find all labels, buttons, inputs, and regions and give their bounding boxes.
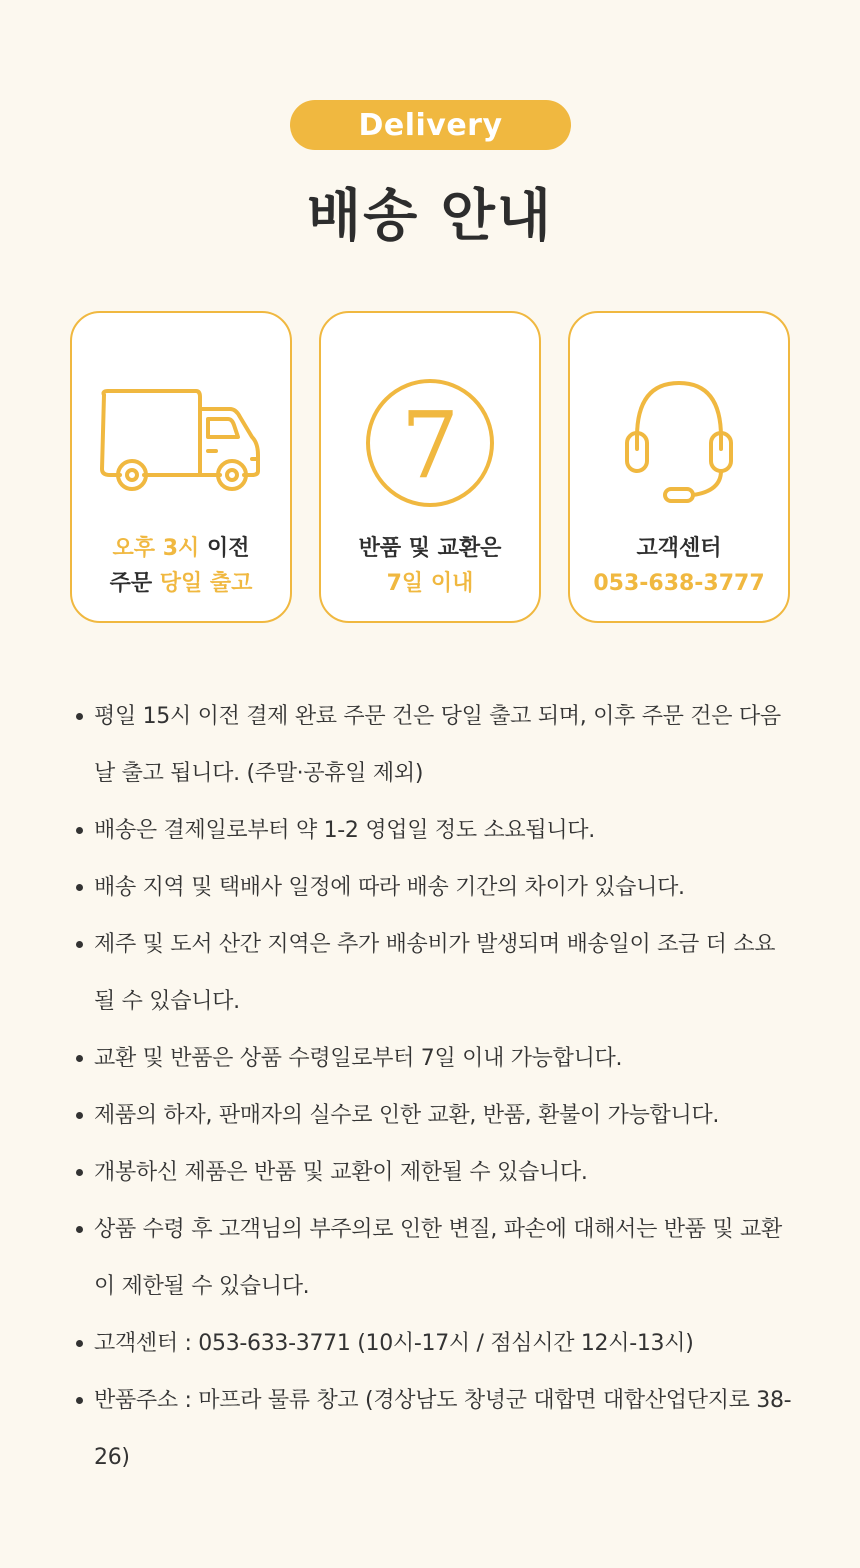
list-item: 평일 15시 이전 결제 완료 주문 건은 당일 출고 되며, 이후 주문 건은 다음날 출고 됩니다. (주말·공휴일 제외) [74,688,794,802]
seven-circle-icon [321,373,539,513]
caption-text: 고객센터 [636,536,722,561]
card-caption [72,531,290,601]
list-item: 고객센터 : 053-633-3771 (10시-17시 / 점심시간 12시-13시) [74,1315,794,1372]
caption-highlight: 당일 출고 [159,571,253,596]
delivery-badge: Delivery [290,100,571,150]
caption-text: 반품 및 교환은 [358,536,502,561]
truck-icon [72,373,290,513]
list-item: 제주 및 도서 산간 지역은 추가 배송비가 발생되며 배송일이 조금 더 소요될 수 있습니다. [74,916,794,1030]
list-item: 배송은 결제일로부터 약 1-2 영업일 정도 소요됩니다. [74,802,794,859]
list-item: 제품의 하자, 판매자의 실수로 인한 교환, 반품, 환불이 가능합니다. [74,1087,794,1144]
caption-highlight: 7일 이내 [386,571,474,596]
notice-list [74,688,794,1486]
headset-icon [570,373,788,513]
caption-text: 주문 [109,571,160,596]
card-return-exchange [319,311,541,623]
caption-text: 이전 [199,536,250,561]
list-item: 교환 및 반품은 상품 수령일로부터 7일 이내 가능합니다. [74,1030,794,1087]
seven-digit: 7 [400,392,460,499]
list-item: 개봉하신 제품은 반품 및 교환이 제한될 수 있습니다. [74,1144,794,1201]
card-same-day-shipping [70,311,292,623]
list-item: 배송 지역 및 택배사 일정에 따라 배송 기간의 차이가 있습니다. [74,859,794,916]
card-caption [570,531,788,601]
card-caption [321,531,539,601]
customer-phone: 053-638-3777 [593,571,765,596]
list-item: 상품 수령 후 고객님의 부주의로 인한 변질, 파손에 대해서는 반품 및 교환이 제한될 수 있습니다. [74,1201,794,1315]
card-customer-center [568,311,790,623]
caption-highlight: 오후 3시 [112,536,200,561]
list-item: 반품주소 : 마프라 물류 창고 (경상남도 창녕군 대합면 대합산업단지로 38-26) [74,1372,794,1486]
page-title: 배송 안내 [307,184,553,249]
